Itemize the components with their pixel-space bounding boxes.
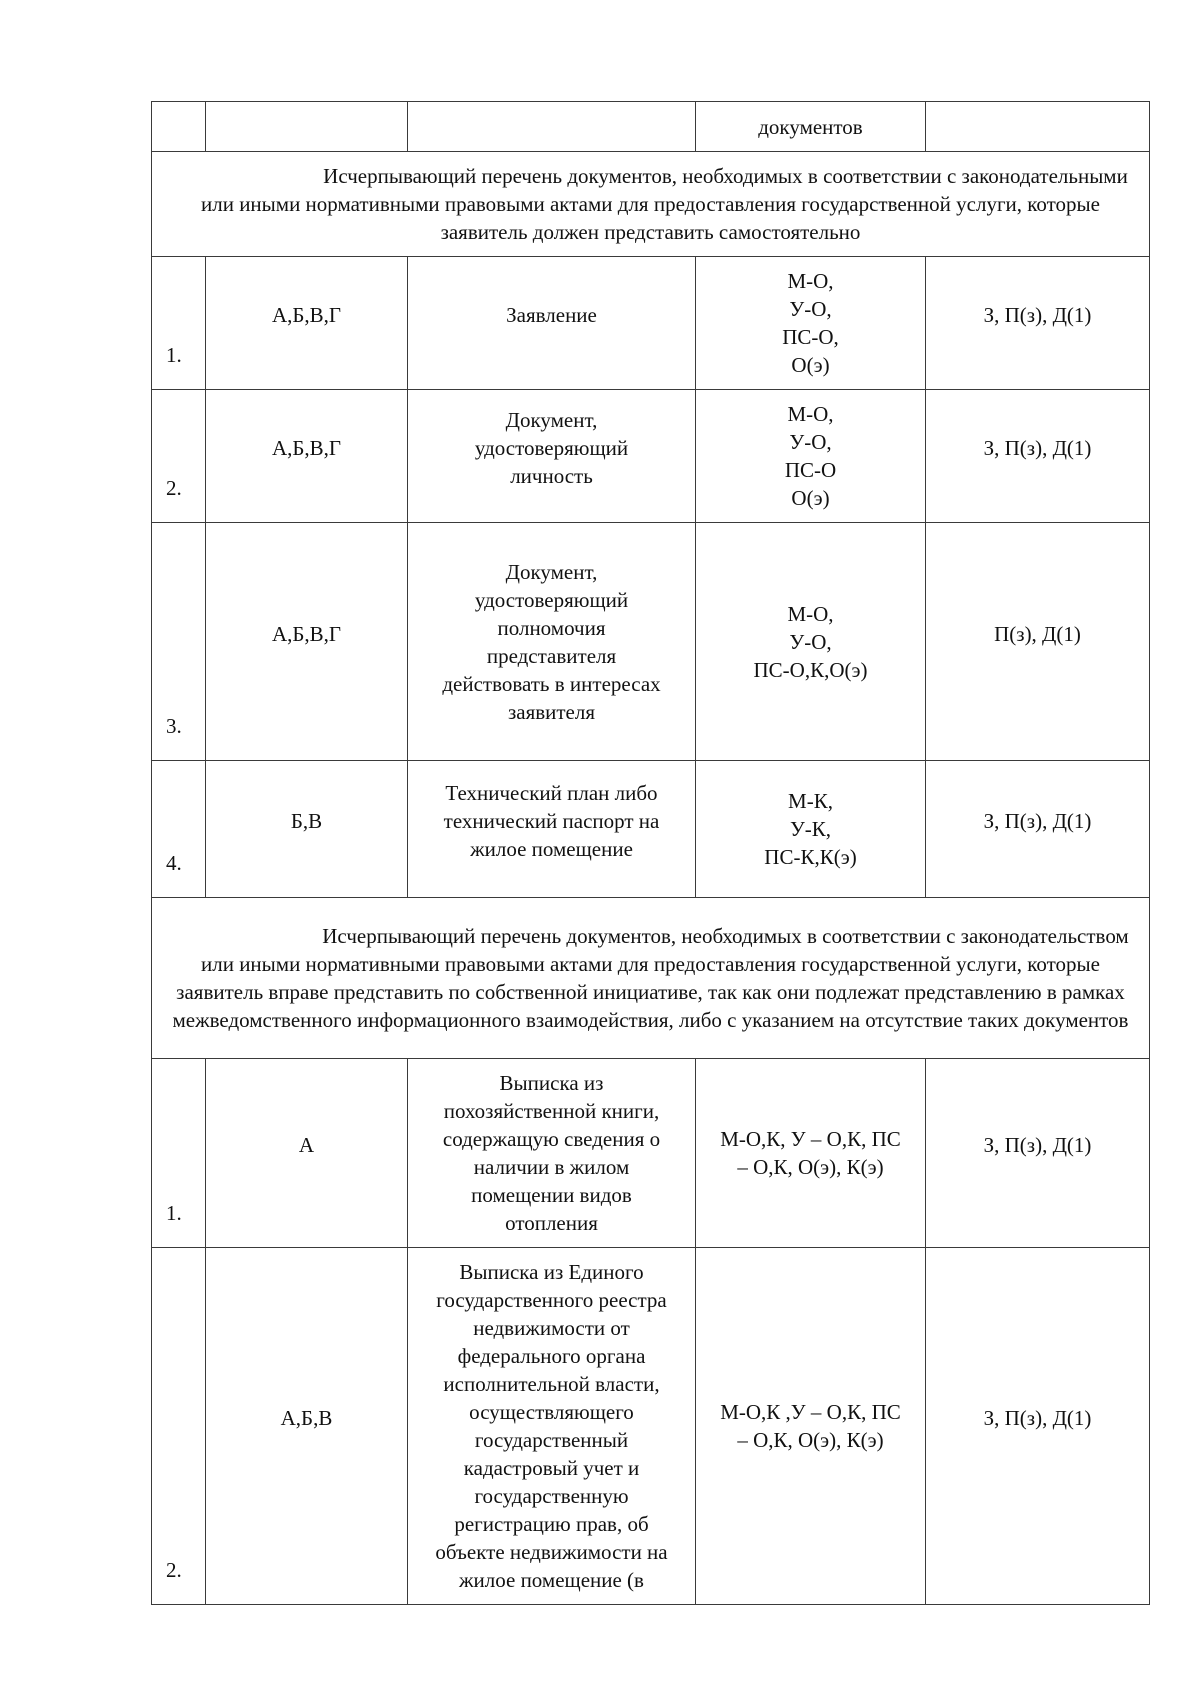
row-number: 2. bbox=[152, 1248, 206, 1605]
requirements-table bbox=[151, 101, 1150, 1605]
ways-cell: М-О,К, У – О,К, ПС – О,К, О(э), К(э) bbox=[696, 1059, 926, 1248]
categories-cell: А bbox=[206, 1059, 408, 1248]
forms-cell: П(з), Д(1) bbox=[926, 523, 1150, 761]
table-row bbox=[152, 1248, 1150, 1605]
table-row bbox=[152, 761, 1150, 898]
row-number: 3. bbox=[152, 523, 206, 761]
document-cell bbox=[408, 102, 696, 152]
categories-cell: Б,В bbox=[206, 761, 408, 898]
categories-cell: А,Б,В,Г bbox=[206, 257, 408, 390]
section-heading-row bbox=[152, 898, 1150, 1059]
document-cell: Выписка из похозяйственной книги, содержащую сведения о наличии в жилом помещении видов отопления bbox=[408, 1059, 696, 1248]
number-cell bbox=[152, 102, 206, 152]
categories-cell: А,Б,В,Г bbox=[206, 523, 408, 761]
document-cell: Документ, удостоверяющий полномочия представителя действовать в интересах заявителя bbox=[408, 523, 696, 761]
table-row bbox=[152, 523, 1150, 761]
forms-cell: З, П(з), Д(1) bbox=[926, 761, 1150, 898]
categories-cell: А,Б,В,Г bbox=[206, 390, 408, 523]
ways-cell: М-К, У-К, ПС-К,К(э) bbox=[696, 761, 926, 898]
table-row bbox=[152, 390, 1150, 523]
row-number: 1. bbox=[152, 1059, 206, 1248]
forms-cell: З, П(з), Д(1) bbox=[926, 257, 1150, 390]
row-number: 2. bbox=[152, 390, 206, 523]
section-heading: Исчерпывающий перечень документов, необходимых в соответствии с законодательными или иными нормативными правовыми актами для предоставления государственной услуги, которые заявитель должен представить самостоятельно bbox=[152, 152, 1150, 257]
section-heading: Исчерпывающий перечень документов, необходимых в соответствии с законодательством или иными нормативными правовыми актами для предоставления государственной услуги, которые заявитель вправе представить по собственной инициативе, так как они подлежат представлению в рамках межведомственного информационного взаимодействия, либо с указанием на отсутствие таких документов bbox=[152, 898, 1150, 1059]
document-cell: Выписка из Единого государственного реестра недвижимости от федерального органа исполнительной власти, осуществляющего государственный кадастровый учет и государственную регистрацию прав, об объекте недвижимости на жилое помещение (в bbox=[408, 1248, 696, 1605]
ways-cell: документов bbox=[696, 102, 926, 152]
document-cell: Заявление bbox=[408, 257, 696, 390]
ways-cell: М-О, У-О, ПС-О, О(э) bbox=[696, 257, 926, 390]
table-row bbox=[152, 257, 1150, 390]
forms-cell: З, П(з), Д(1) bbox=[926, 390, 1150, 523]
categories-cell: А,Б,В bbox=[206, 1248, 408, 1605]
categories-cell bbox=[206, 102, 408, 152]
forms-cell bbox=[926, 102, 1150, 152]
forms-cell: З, П(з), Д(1) bbox=[926, 1059, 1150, 1248]
document-cell: Технический план либо технический паспорт на жилое помещение bbox=[408, 761, 696, 898]
table-row bbox=[152, 1059, 1150, 1248]
section-heading-row bbox=[152, 152, 1150, 257]
table-row-continuation bbox=[152, 102, 1150, 152]
row-number: 1. bbox=[152, 257, 206, 390]
ways-cell: М-О,К ,У – О,К, ПС – О,К, О(э), К(э) bbox=[696, 1248, 926, 1605]
ways-cell: М-О, У-О, ПС-О О(э) bbox=[696, 390, 926, 523]
ways-cell: М-О, У-О, ПС-О,К,О(э) bbox=[696, 523, 926, 761]
forms-cell: З, П(з), Д(1) bbox=[926, 1248, 1150, 1605]
document-cell: Документ, удостоверяющий личность bbox=[408, 390, 696, 523]
row-number: 4. bbox=[152, 761, 206, 898]
